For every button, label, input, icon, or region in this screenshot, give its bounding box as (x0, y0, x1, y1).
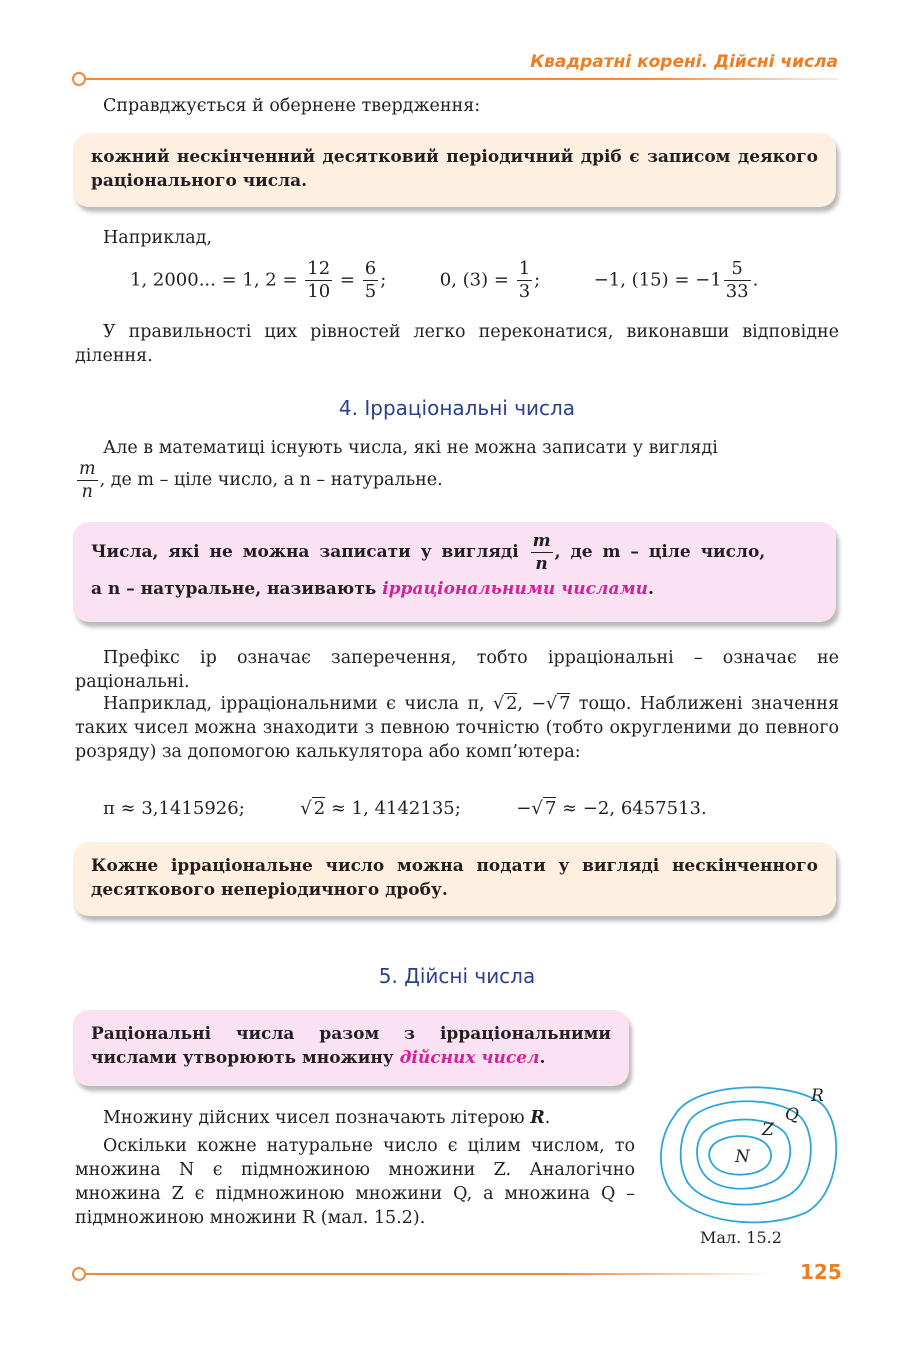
definition-fraction-m-n: $\frac{m}{n}$ (532, 531, 551, 574)
section-heading-irrational: 4. Ірраціональні числа (338, 396, 576, 420)
term-irrational-numbers: ірраціональними числами (382, 579, 649, 599)
sqrt-7: 7 (559, 694, 571, 714)
verification-paragraph: У правильності цих рівностей легко переконатися, виконавши відповідне ділення. (75, 322, 839, 366)
approximation-paragraph: Наприклад, ірраціональними є числа π, √ 2, −√ 7 тощо. Наближені значення таких чисел можна знаходити з певною точністю (тобто округленими до певного розряду) за допомогою калькулятора або комп’ютера: (75, 694, 839, 762)
definition-line-1: Числа, які не можна записати у вигляді $\frac{m}{n}$ , де m – ціле число, (91, 531, 766, 574)
eq-part-a: 1, 2000... = 1, 2 = (130, 269, 298, 291)
label-z: Z (762, 1120, 774, 1140)
definition-line-2: а n – натуральне, називають ірраціональними числами. (91, 579, 654, 599)
irrational-intro: Але в математиці існують числа, які не можна записати у вигляді (103, 438, 718, 458)
page-number: 125 (800, 1260, 842, 1284)
footer-circle-marker (72, 1267, 86, 1281)
fraction-12-10: $\frac{12}{10}$ (307, 258, 331, 302)
figure-caption: Мал. 15.2 (700, 1228, 782, 1247)
rule-box-periodic (73, 133, 836, 207)
rule-box-nonperiodic (73, 842, 836, 916)
label-r: R (811, 1086, 824, 1106)
eq-part-c: −1, (15) = −1 (593, 269, 722, 291)
header-rule (76, 78, 838, 80)
nested-sets-diagram (655, 1075, 845, 1225)
rule-box-nonperiodic-text: Кожне ірраціональне число можна подати у вигляді нескінченного десяткового неперіодичного дробу. (91, 856, 818, 900)
section-heading-real: 5. Дійсні числа (378, 964, 536, 988)
fraction-5-33: $\frac{5}{33}$ (725, 258, 749, 302)
prefix-paragraph: Префікс ір означає заперечення, тобто ірраціональні – означає не раціональні. (75, 648, 839, 692)
intro-sentence: Справджується й обернене твердження: (103, 96, 481, 116)
example-lead: Наприклад, (103, 228, 213, 248)
approximations-line: π ≈ 3,1415926; √ 2 ≈ 1, 4142135; −√ 7 ≈ −2, 6457513. (103, 798, 707, 819)
term-real-numbers: дійсних чисел (399, 1048, 540, 1068)
subset-paragraph: Оскільки кожне натуральне число є цілим числом, то множина N є підмножиною множини Z. Аналогічно множина Z є підмножиною множини Q, а множина Q – підмножиною множини R (мал. 15.2). (75, 1136, 635, 1228)
example-equations: 1, 2000... = 1, 2 = $\frac{12}{10}$ = $\frac{6}{5}$ ; 0, (3) = $\frac{1}{3}$ ; −1, (15) = −1 $\frac{5}{33}$ . (130, 258, 759, 302)
header-circle-marker (72, 72, 86, 86)
fraction-6-5: $\frac{6}{5}$ (364, 258, 377, 302)
real-set-notation: Множину дійсних чисел позначають літерою R. (103, 1108, 551, 1128)
irrational-intro-fraction-line: $\frac{m}{n}$ , де m – ціле число, а n – натуральне. (79, 459, 443, 502)
running-header-title: Квадратні корені. Дійсні числа (530, 52, 838, 72)
definition-box-irrational (73, 522, 836, 622)
rule-box-periodic-text: кожний нескінченний десятковий періодичний дріб є записом деякого раціонального числа. (91, 147, 818, 191)
fraction-m-n: $\frac{m}{n}$ (79, 459, 96, 502)
sqrt-2: 2 (506, 694, 518, 714)
label-n: N (735, 1147, 750, 1167)
eq-part-b: 0, (3) = (439, 269, 509, 291)
definition-box-real: Раціональні числа разом з ірраціональними числами утворюють множину дійсних чисел. (73, 1010, 629, 1086)
footer-rule (76, 1273, 766, 1275)
fraction-1-3: $\frac{1}{3}$ (518, 258, 531, 302)
label-q: Q (785, 1105, 799, 1125)
